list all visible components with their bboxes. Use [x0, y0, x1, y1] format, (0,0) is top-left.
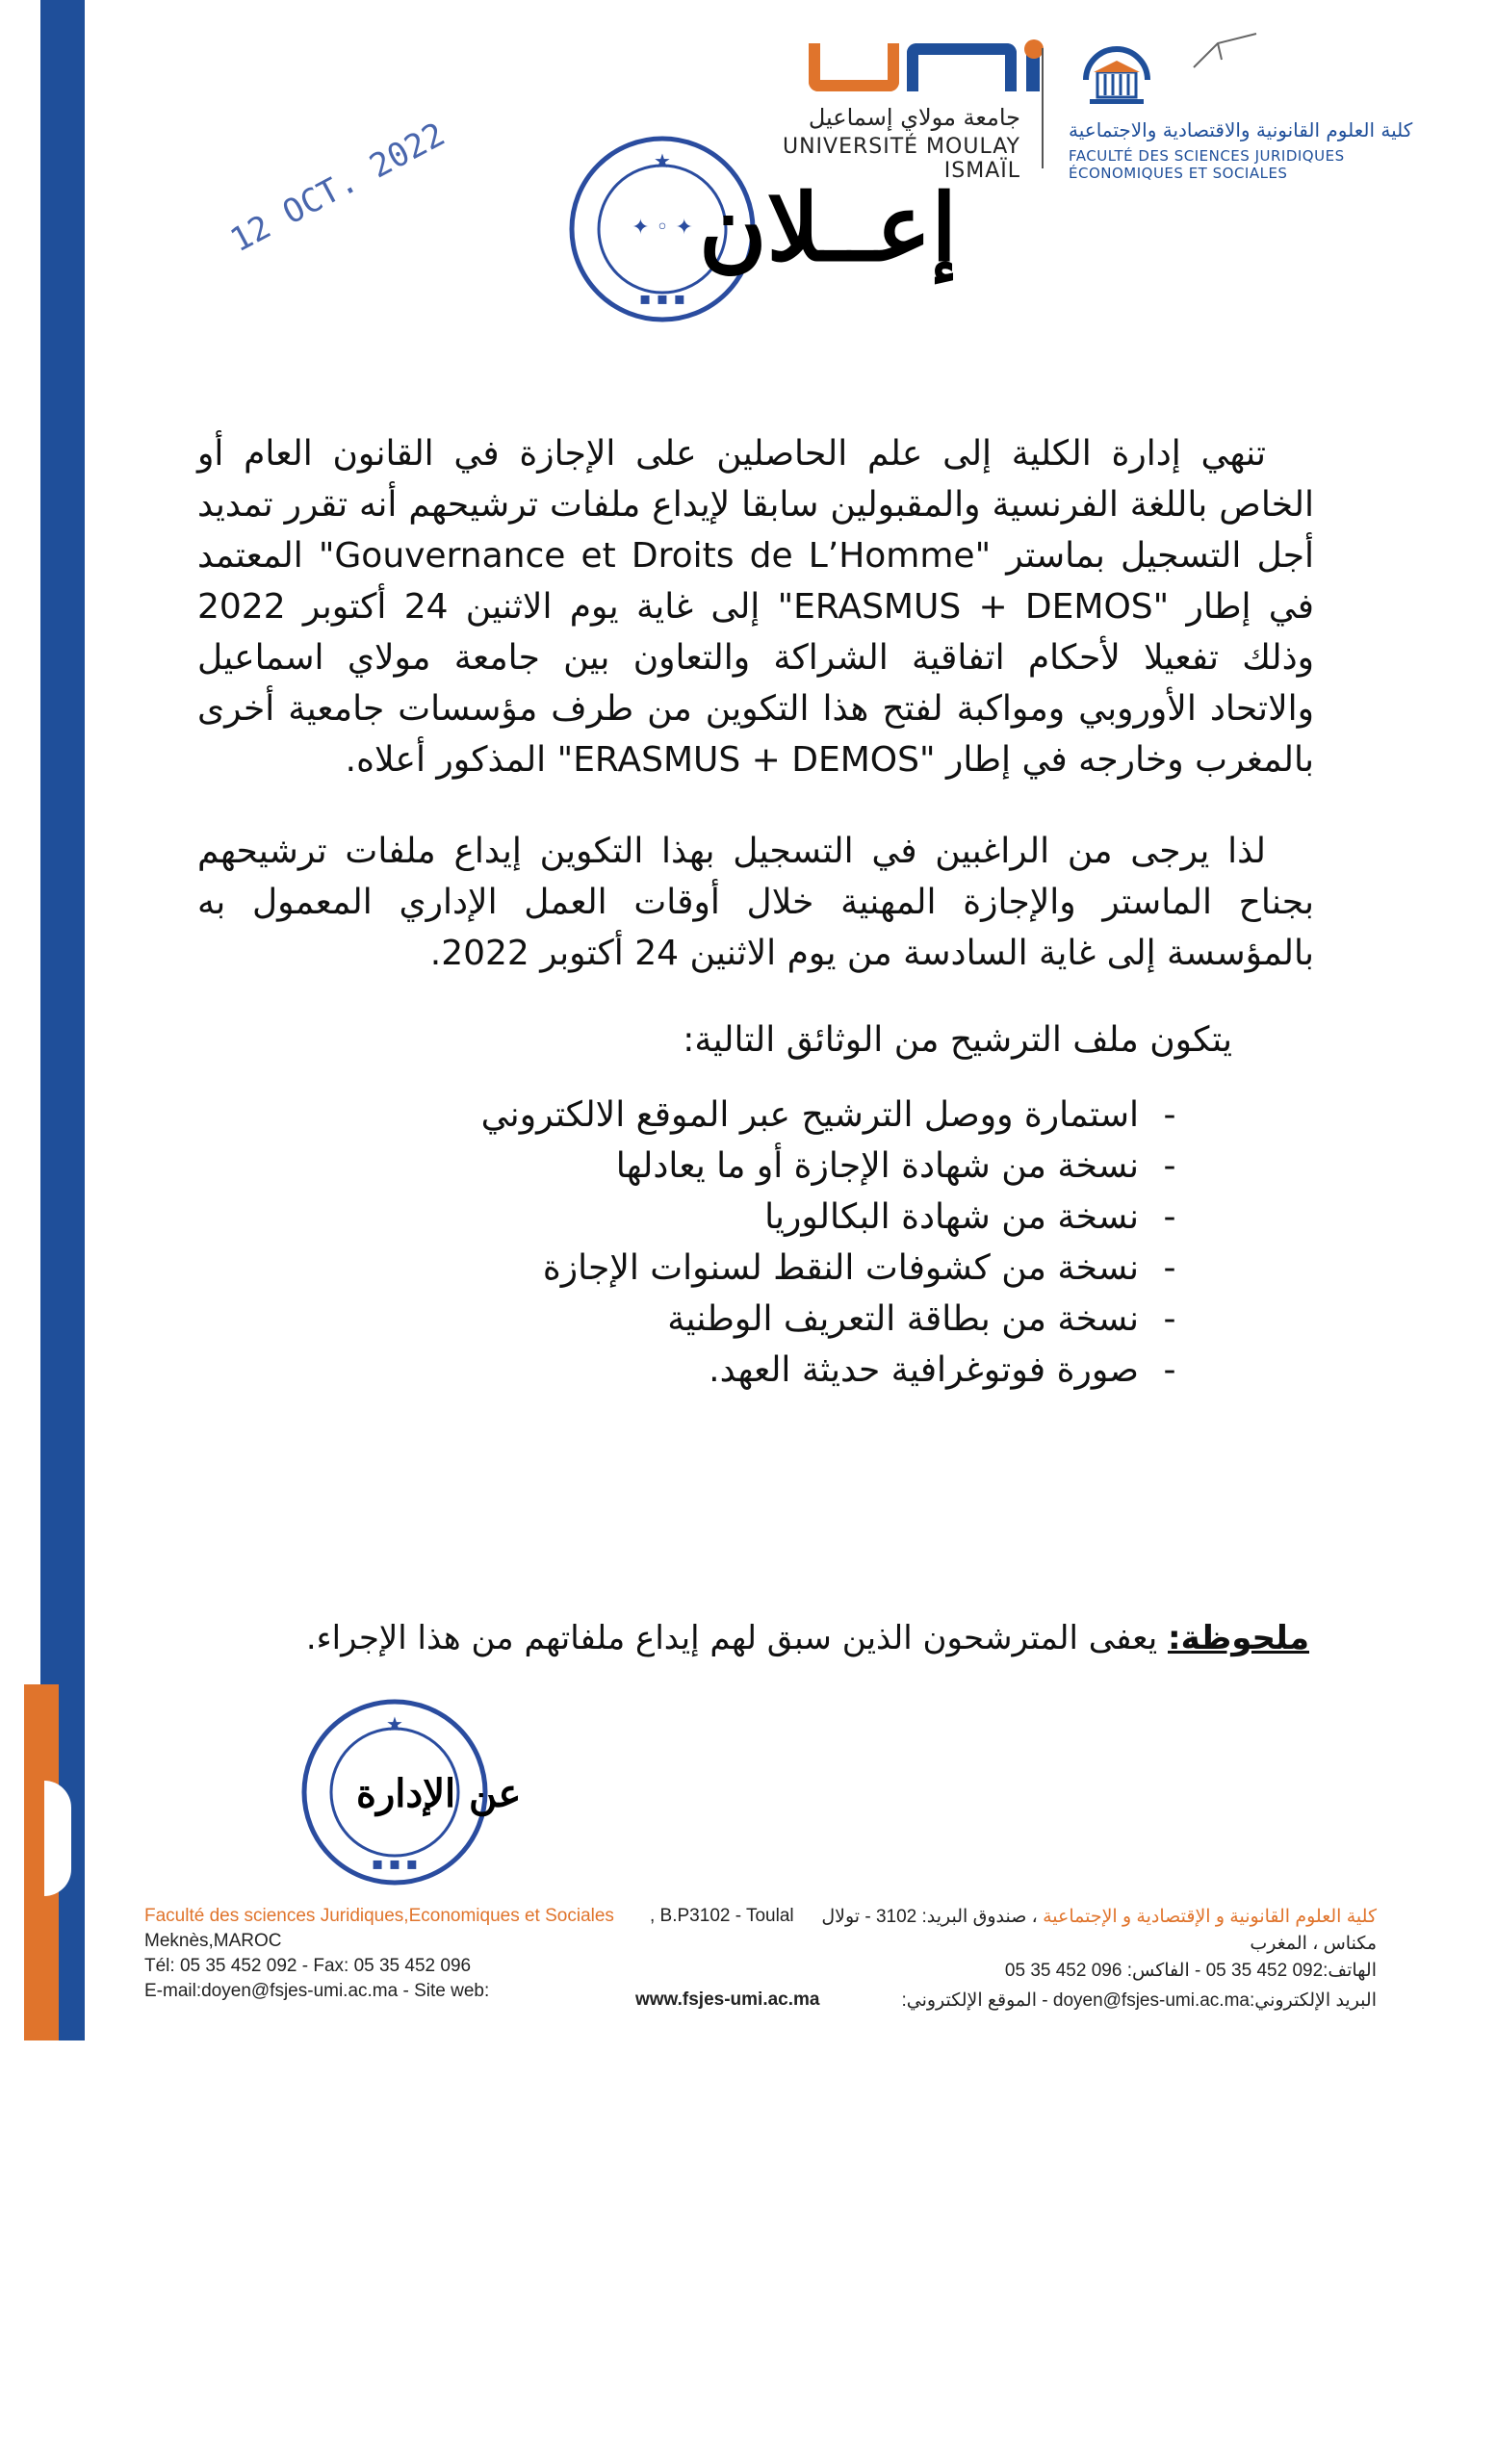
date-stamp: 12 OCT. 2022	[223, 115, 451, 261]
university-logo	[770, 38, 1040, 183]
list-item: -نسخة من كشوفات النقط لسنوات الإجازة	[542, 1248, 1176, 1288]
footer	[144, 1901, 1377, 2026]
umi-logo-icon	[809, 43, 1040, 91]
footer-city-ar: مكناس ، المغرب	[1250, 1934, 1377, 1954]
note-text: يعفى المترشحون الذين سبق لهم إيداع ملفاتهم من هذا الإجراء.	[305, 1619, 1158, 1657]
list-item: -نسخة من شهادة الإجازة أو ما يعادلها	[615, 1146, 1176, 1186]
svg-text:▪ ▪ ▪: ▪ ▪ ▪	[371, 1854, 419, 1874]
svg-text:▪ ▪ ▪: ▪ ▪ ▪	[638, 289, 686, 309]
university-name-fr: UNIVERSITÉ MOULAY ISMAÏL	[782, 135, 1020, 183]
note	[197, 1619, 1309, 1657]
list-item: -استمارة ووصل الترشيح عبر الموقع الالكتروني	[480, 1095, 1176, 1135]
note-label: ملحوظة:	[1168, 1619, 1309, 1657]
page-title: إعــلان	[699, 173, 957, 282]
signature: عن الإدارة	[356, 1771, 522, 1816]
footer-bp-ar: ، صندوق البريد: 3102 - تولال	[821, 1907, 1038, 1927]
documents-list	[197, 1090, 1189, 1396]
footer-faculty-fr: Faculté des sciences Juridiques,Economiques et Sociales	[144, 1906, 614, 1926]
announcement-paragraph-2: لذا يرجى من الراغبين في التسجيل بهذا التكوين إيداع ملفات ترشيحهم بجناح الماستر والإجازة المهنية خلال أوقات العمل الإداري المعمول به بالمؤسسة إلى غاية السادسة من يوم الاثنين 24 أكتوبر 2022.	[197, 832, 1314, 973]
pen-mark-icon	[1189, 29, 1266, 77]
footer-faculty-ar	[821, 1906, 1377, 1928]
footer-phone-ar: الهاتف:092 452 35 05 - الفاكس: 096 452 35 05	[1004, 1961, 1377, 1981]
list-item: -نسخة من شهادة البكالوريا	[764, 1197, 1176, 1237]
svg-text:★: ★	[654, 149, 671, 172]
faculty-name-ar: كلية العلوم القانونية والاقتصادية والاجتماعية	[1069, 118, 1413, 141]
documents-intro: يتكون ملف الترشيح من الوثائق التالية:	[683, 1020, 1232, 1060]
svg-text:✦ ◦ ✦: ✦ ◦ ✦	[632, 216, 693, 240]
footer-bp-fr: , B.P3102 - Toulal	[650, 1906, 794, 1926]
footer-email-fr: E-mail:doyen@fsjes-umi.ac.ma - Site web:	[144, 1981, 490, 2001]
faculty-name-fr: FACULTÉ DES SCIENCES JURIDIQUES ÉCONOMIQUES ET SOCIALES	[1069, 147, 1345, 182]
footer-website: www.fsjes-umi.ac.ma	[635, 1989, 820, 2010]
list-item: -نسخة من بطاقة التعريف الوطنية	[667, 1299, 1176, 1339]
list-item: -صورة فوتوغرافية حديثة العهد.	[709, 1350, 1176, 1390]
footer-phone-fr: Tél: 05 35 452 092 - Fax: 05 35 452 096	[144, 1956, 472, 1976]
footer-email-ar: البريد الإلكتروني:doyen@fsjes-umi.ac.ma - الموقع الإلكتروني:	[901, 1990, 1377, 2011]
announcement-paragraph-1: تنهي إدارة الكلية إلى علم الحاصلين على الإجازة في القانون العام أو الخاص باللغة الفرنسية والمقبولين سابقا لإيداع ملفات ترشيحهم أنه تقرر تمديد أجل التسجيل بماستر "Gouvernance et Droits de L’Homme" المعتمد في إطار "ERASMUS + DEMOS" إلى غاية يوم الاثنين 24 أكتوبر 2022 وذلك تفعيلا لأحكام اتفاقية الشراكة والتعاون بين جامعة مولاي اسماعيل والاتحاد الأوروبي ومواكبة لفتح هذا التكوين من طرف مؤسسات جامعية أخرى بالمغرب وخارجه في إطار "ERASMUS + DEMOS" المذكور أعلاه.	[197, 434, 1315, 780]
footer-city-fr: Meknès,MAROC	[144, 1931, 282, 1951]
svg-text:★: ★	[386, 1712, 403, 1735]
left-bar-notch	[44, 1781, 71, 1896]
university-name-ar: جامعة مولاي إسماعيل	[808, 104, 1020, 131]
header-divider	[1042, 48, 1044, 168]
footer-faculty-ar-name: كلية العلوم القانونية و الإقتصادية و الإجتماعية	[1043, 1907, 1377, 1927]
faculty-building-icon	[1078, 43, 1155, 111]
